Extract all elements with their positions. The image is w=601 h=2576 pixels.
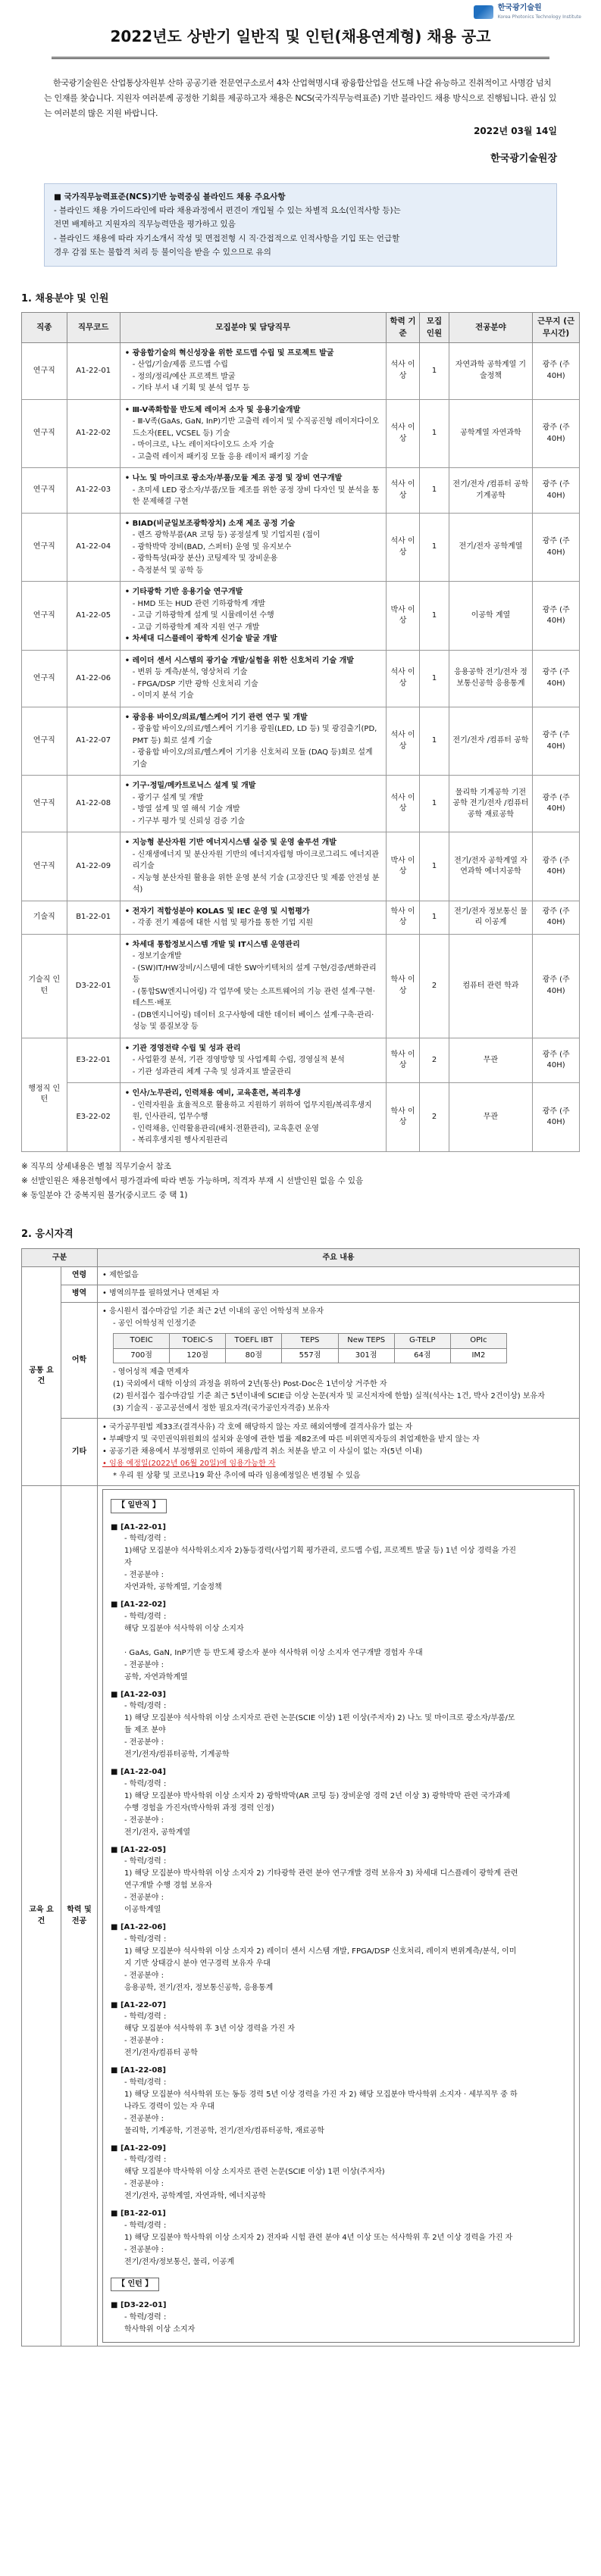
task-line: - 기관 성과관리 체계 구축 및 성과지표 발굴관리 [132, 1067, 292, 1076]
education-cell: 학사 이상 [386, 1038, 420, 1083]
education-cell: 석사 이상 [386, 707, 420, 776]
task-line: - (통합SW엔지니어링) 각 업무에 맞는 소프트웨어의 기능 관련 설계·구현·테스트·배포 [132, 987, 375, 1008]
requirement-value: 자연과학, 공학계열, 기술정책 [124, 1583, 222, 1592]
major-cell: 무관 [449, 1083, 533, 1152]
requirement-value: 해당 모집분야 석사학위 이상 소지자 [124, 1624, 244, 1633]
education-cell: 석사 이상 [386, 650, 420, 707]
major-cell: 전기/전자 공학계열 자연과학 에너지공학 [449, 832, 533, 901]
task-line: - 복리후생지원 행사지원관리 [132, 1136, 228, 1145]
task-line: - 광기구 설계 및 개발 [132, 793, 204, 802]
task-line: - 광학특성(파장 분산) 코팅제작 및 장비운용 [132, 554, 278, 564]
education-cell: 석사 이상 [386, 776, 420, 832]
location-cell: 광주 (주40H) [533, 582, 580, 651]
task-line: - 광융합 바이오/의료/헬스케어 기기용 신호처리 모듈 (DAQ 등)회로 설계 기술 [132, 748, 373, 769]
etc-requirement [98, 1419, 580, 1486]
note-line: ※ 동일분야 간 중복지원 불가(중시코드 중 택 1) [21, 1190, 188, 1200]
task-line: - 이미지 분석 기술 [132, 692, 194, 701]
requirement-label: - 전공분야 : [124, 1816, 164, 1825]
requirement-value: 1) 해당 모집분야 석사학위 이상 소지자 2) 레이더 센서 시스템 개발, FPGA/DSP 신호처리, 레이저 변위계측/분석, 이미지 기반 상태감시 분야 연구경력 보유자 우대 [124, 1947, 517, 1968]
task-line: - 산업/기술/제품 로드맵 수립 [132, 361, 228, 370]
language-exemption-line: (1) 국외에서 대학 이상의 과정을 위하여 2년(통산) Post-Doc은 1년이상 거주한 자 [113, 1380, 387, 1389]
logo-mark-icon [474, 5, 493, 19]
language-requirement [98, 1303, 580, 1419]
job-type-cell: 연구직 [22, 582, 67, 651]
requirement-value: 전기/전자, 공학계열, 자연과학, 에너지공학 [124, 2192, 266, 2201]
recruitment-notes [21, 1160, 580, 1203]
job-code-heading: ■ [B1-22-01] [111, 2209, 166, 2218]
task-line: - 정보기술개발 [132, 952, 182, 961]
logo-english: Korea Photonics Technology Institute [497, 14, 581, 20]
job-code-heading: ■ [A1-22-03] [111, 1690, 166, 1699]
note-line: ※ 직무의 상세내용은 별첨 직무기술서 참조 [21, 1161, 171, 1171]
language-test-score: 700점 [114, 1348, 170, 1363]
table-row [22, 901, 580, 934]
requirement-label: - 전공분야 : [124, 1738, 164, 1747]
language-test-score: 557점 [282, 1348, 338, 1363]
education-requirement-box [102, 1489, 574, 2343]
intern-group-label: 【 인턴 】 [111, 2278, 159, 2292]
headcount-cell: 1 [420, 582, 449, 651]
requirement-label: - 학력/경력 : [124, 2312, 167, 2322]
major-cell: 자연과학 공학계열 기술정책 [449, 342, 533, 399]
task-line: • 인사/노무관리, 인력채용 예비, 교육훈련, 복리후생 [124, 1089, 301, 1098]
military-requirement: • 병역의무를 필하였거나 면제된 자 [98, 1285, 580, 1303]
job-tasks-cell [120, 901, 386, 934]
location-cell: 광주 (주40H) [533, 707, 580, 776]
location-cell: 광주 (주40H) [533, 776, 580, 832]
requirement-label: - 학력/경력 : [124, 1612, 167, 1621]
job-tasks-cell [120, 399, 386, 468]
military-label: 병역 [61, 1285, 98, 1303]
task-line: • 기구·정밀/메카트로닉스 설계 및 개발 [124, 782, 256, 791]
job-code-cell: E3-22-01 [67, 1038, 120, 1083]
language-test-name: OPIc [450, 1334, 506, 1349]
job-code-cell: A1-22-07 [67, 707, 120, 776]
language-intro: • 응시원서 접수마감일 기준 최근 2년 이내의 공인 어학성적 보유자 [102, 1307, 324, 1316]
headcount-cell: 2 [420, 1038, 449, 1083]
headcount-cell: 1 [420, 776, 449, 832]
language-test-score: 120점 [170, 1348, 226, 1363]
section1-title: 1. 채용분야 및 인원 [21, 292, 109, 304]
job-code-heading: ■ [A1-22-05] [111, 1845, 166, 1854]
task-line: - 각종 전기 제품에 대한 시험 및 평가를 통한 기업 지원 [132, 919, 313, 928]
notice-line: 경우 감점 또는 불합격 처리 등 불이익을 받을 수 있으므로 유의 [54, 248, 271, 258]
etc-label: 기타 [61, 1419, 98, 1486]
task-line: • 기타광학 기반 응용기술 연구개발 [124, 588, 243, 597]
education-cell: 학사 이상 [386, 934, 420, 1038]
logo-korean: 한국광기술원 [497, 4, 542, 13]
major-cell: 공학계열 자연과학 [449, 399, 533, 468]
task-line: - 광학박막 장비(BAD, 스퍼터) 운영 및 유지보수 [132, 542, 292, 551]
job-tasks-cell [120, 468, 386, 514]
headcount-cell: 1 [420, 707, 449, 776]
job-tasks-cell [120, 934, 386, 1038]
requirement-label: - 전공분야 : [124, 1571, 164, 1580]
requirement-value: 1)해당 모집분야 석사학위소지자 2)동등경력(사업기획 평가관리, 로드맵 수립, 프로젝트 발굴 등) 1년 이상 경력을 가진 자 [124, 1547, 517, 1568]
major-cell: 물리학 기계공학 기전공학 전기/전자 /컴퓨터공학 재료공학 [449, 776, 533, 832]
task-line: • 기관 경영전략 수립 및 성과 관리 [124, 1044, 241, 1053]
requirement-row [111, 2220, 566, 2244]
job-tasks-cell [120, 650, 386, 707]
etc-line: • 공공기관 채용에서 부정행위로 인하여 채용/합격 취소 처분을 받고 이 사실이 없는 자(5년 이내) [102, 1447, 423, 1457]
task-line: - (SW)IT/HW장비/시스템에 대한 SW아키텍처의 설계 구현/검증/변화관리 등 [132, 963, 377, 985]
notice-line: 전면 배제하고 지원자의 직무능력만을 평가하고 있음 [54, 220, 236, 229]
table-header-cell: 모집분야 및 담당직무 [120, 313, 386, 342]
job-type-cell: 연구직 [22, 776, 67, 832]
task-line: • 전자기 적합성분야 KOLAS 및 IEC 운영 및 시험평가 [124, 907, 310, 916]
intro-paragraph: 한국광기술원은 산업통상자원부 산하 공공기관 전문연구소로서 4차 산업혁명시대 광융합산업을 선도해 나갈 유능하고 진취적이고 사명감 넘치는 인재를 찾습니다. 지원자 여러분께 공정한 기회를 제공하고자 채용은 NCS(국가직무능력표준) 기반 블라인드 채용 방식으로 진행됩니다. 관심 있는 여러분의 많은 지원 바랍니다. [44, 78, 557, 118]
major-cell: 전기/전자 공학계열 [449, 513, 533, 582]
job-code-cell: A1-22-05 [67, 582, 120, 651]
requirement-row [111, 1635, 566, 1660]
appointment-date-note: * 우리 원 상황 및 코로나19 확산 추이에 따라 임용예정일은 변경될 수 있음 [113, 1472, 361, 1481]
requirement-value: 응용공학, 전기/전자, 정보통신공학, 응용통계 [124, 1983, 274, 1992]
task-line: - 마이크로, 나노 레이저다이오드 소자 기술 [132, 441, 274, 450]
language-exemption-line: - 영어성적 제출 면제자 [113, 1368, 189, 1377]
job-code-heading: ■ [D3-22-01] [111, 2301, 167, 2310]
language-exemption-line: (3) 기술직 · 공고공선에서 정한 필요자격(국가공인자격증) 보유자 [113, 1404, 330, 1413]
requirement-value: 학사학위 이상 소지자 [124, 2325, 196, 2334]
education-cell: 석사 이상 [386, 399, 420, 468]
task-line: - 신재생에너지 및 분산자원 기반의 에너지자립형 마이크로그리드 에너지관리기술 [132, 850, 380, 871]
requirement-label: - 학력/경력 : [124, 2221, 167, 2230]
job-type-cell: 연구직 [22, 513, 67, 582]
table-row [22, 399, 580, 468]
task-line: • 레이더 센서 시스템의 광기술 개발/실험을 위한 신호처리 기술 개발 [124, 656, 354, 665]
task-line: - 측정분석 및 공학 등 [132, 566, 204, 575]
task-line: - 고출력 레이저 패키징 모듈 응용 레이저 패키징 기술 [132, 452, 308, 461]
requirement-row [111, 2113, 566, 2137]
job-code-heading: ■ [A1-22-07] [111, 2000, 166, 2009]
job-type-cell: 연구직 [22, 342, 67, 399]
job-type-cell: 행정직 인턴 [22, 1038, 67, 1151]
organization-signature: 한국광기술원장 [490, 152, 557, 164]
task-line: - 인력채용, 인력활용관리(배치·전환관리), 교육훈련 운영 [132, 1124, 319, 1133]
language-test-name: G-TELP [394, 1334, 450, 1349]
notice-line: - 블라인드 채용에 따라 자기소개서 작성 및 면접전형 시 직·간접적으로 인적사항을 기입 또는 언급할 [54, 233, 400, 243]
requirement-value: 이공학계열 [124, 1906, 161, 1915]
requirement-label: - 전공분야 : [124, 1660, 164, 1669]
job-code-cell: A1-22-01 [67, 342, 120, 399]
location-cell: 광주 (주40H) [533, 650, 580, 707]
location-cell: 광주 (주40H) [533, 901, 580, 934]
major-cell: 컴퓨터 관련 학과 [449, 934, 533, 1038]
qual-header-category: 구분 [22, 1249, 98, 1267]
headcount-cell: 2 [420, 934, 449, 1038]
requirement-row [111, 2011, 566, 2035]
task-line: - 광융합 바이오/의료/헬스케어 기기용 광원(LED, LD 등) 및 광검출기(PD, PMT 등) 회로 설계 기술 [132, 725, 377, 745]
language-label: 어학 [61, 1303, 98, 1419]
education-cell: 석사 이상 [386, 513, 420, 582]
language-exemption-line: (2) 원서접수 접수마감일 기준 최근 5년이내에 SCIE급 이상 논문(저자 및 교신저자에 한함) 실적(석사는 1건, 박사 2건이상) 보유자 [113, 1392, 545, 1401]
task-line: • 차세대 통합정보시스템 개발 및 IT시스템 운영관리 [124, 940, 300, 949]
table-row [22, 650, 580, 707]
language-test-name: TEPS [282, 1334, 338, 1349]
table-header-cell: 전공분야 [449, 313, 533, 342]
table-row [22, 1038, 580, 1083]
language-subtitle: - 공인 어학성적 인정기준 [113, 1319, 196, 1329]
etc-line: • 부패방지 및 국민권익위원회의 설치와 운영에 관한 법률 제82조에 따른 비위면직자등의 취업제한을 받지 않는 자 [102, 1435, 480, 1444]
task-line: • BIAD(비균일보조광학장치) 소재 제조 공정 기술 [124, 519, 296, 528]
appointment-date-requirement: • 임용 예정일(2022년 06월 20일)에 임용가능한 자 [102, 1460, 276, 1469]
task-line: • 나노 및 마이크로 광소자/부품/모듈 제조 공정 및 장비 연구개발 [124, 474, 343, 483]
job-code-cell: A1-22-04 [67, 513, 120, 582]
table-header-cell: 근무지 (근무시간) [533, 313, 580, 342]
requirement-row [111, 1533, 566, 1569]
requirement-value: 공학, 자연과학계열 [124, 1672, 188, 1681]
headcount-cell: 1 [420, 468, 449, 514]
job-code-cell: D3-22-01 [67, 934, 120, 1038]
requirement-row [111, 1934, 566, 1970]
language-test-score: 80점 [226, 1348, 282, 1363]
requirement-label: - 학력/경력 : [124, 1934, 167, 1944]
requirement-row [111, 1660, 566, 1684]
table-header-cell: 직종 [22, 313, 67, 342]
education-cell: 박사 이상 [386, 832, 420, 901]
requirement-label: - 전공분야 : [124, 1971, 164, 1980]
table-row [22, 776, 580, 832]
job-type-cell: 기술직 인턴 [22, 934, 67, 1038]
job-tasks-cell [120, 776, 386, 832]
requirement-label: - 전공분야 : [124, 1894, 164, 1903]
requirement-value: 1) 해당 모집분야 박사학위 이상 소지자 2) 광학박막(AR 코팅 등) 장비운영 경력 2년 이상 3) 광학박막 관련 국가과제 수행 경험을 가진자(박사학위 과정 경력 인정) [124, 1791, 510, 1813]
requirement-row [111, 2244, 566, 2268]
requirement-value: · GaAs, GaN, InP기반 등 반도체 광소자 분야 석사학위 이상 소지자 연구개발 경험자 우대 [124, 1648, 423, 1657]
requirement-value: 1) 해당 모집분야 박사학위 이상 소지자 2) 기타광학 관련 분야 연구개발 경력 보유자 3) 차세대 디스플레이 광학계 관련 연구개발 수행 경험 보유자 [124, 1869, 518, 1891]
requirement-label: - 전공분야 : [124, 2245, 164, 2254]
requirement-row [111, 1569, 566, 1594]
requirement-label: - 학력/경력 : [124, 2156, 167, 2165]
location-cell: 광주 (주40H) [533, 1083, 580, 1152]
requirement-row [111, 1778, 566, 1815]
requirement-row [111, 1815, 566, 1839]
major-cell: 무관 [449, 1038, 533, 1083]
task-line: • 지능형 분산자원 기반 에너지시스템 실증 및 운영 솔루션 개발 [124, 838, 336, 848]
requirement-row [111, 2312, 566, 2336]
job-code-heading: ■ [A1-22-08] [111, 2066, 166, 2075]
job-tasks-cell [120, 342, 386, 399]
language-test-name: New TEPS [338, 1334, 394, 1349]
requirement-row [111, 1856, 566, 1892]
task-line: - FPGA/DSP 기반 광학 신호처리 기술 [132, 679, 258, 688]
job-code-heading: ■ [A1-22-01] [111, 1522, 166, 1532]
job-code-heading: ■ [A1-22-04] [111, 1768, 166, 1777]
location-cell: 광주 (주40H) [533, 468, 580, 514]
education-cell: 학사 이상 [386, 1083, 420, 1152]
requirement-value: 1) 해당 모집분야 석사학위 또는 동등 경력 5년 이상 경력을 가진 자 2) 해당 모집분야 박사학위 소지자 · 세부직무 중 하나라도 경력이 있는 자 우대 [124, 2090, 518, 2111]
announcement-date: 2022년 03월 14일 [474, 126, 557, 137]
table-header-cell: 모집 인원 [420, 313, 449, 342]
education-cell: 석사 이상 [386, 342, 420, 399]
task-line: - 지능형 분산자원 활용을 위한 운영 분석 기술 (고장진단 및 제품 안전성 분석) [132, 873, 380, 895]
headcount-cell: 1 [420, 513, 449, 582]
headcount-cell: 2 [420, 1083, 449, 1152]
qual-header-content: 주요 내용 [98, 1249, 580, 1267]
requirement-row [111, 1700, 566, 1737]
requirement-row [111, 1611, 566, 1635]
job-code-cell: B1-22-01 [67, 901, 120, 934]
task-line: - HMD 또는 HUD 관련 기하광학계 개발 [132, 599, 266, 608]
table-row [22, 342, 580, 399]
requirement-value: 물리학, 기계공학, 기전공학, 전기/전자/컴퓨터공학, 재료공학 [124, 2126, 325, 2135]
table-row [22, 707, 580, 776]
task-line: - 기타 부서 내 기획 및 분석 업무 등 [132, 384, 250, 393]
task-line: - 변위 등 계측/분석, 영상처리 기술 [132, 668, 248, 677]
location-cell: 광주 (주40H) [533, 934, 580, 1038]
table-row [22, 934, 580, 1038]
location-cell: 광주 (주40H) [533, 832, 580, 901]
qualification-table [21, 1248, 580, 2347]
table-row [22, 513, 580, 582]
age-requirement: • 제한없음 [98, 1267, 580, 1285]
task-line: - 고급 기하광학계 제작 지원 연구 개발 [132, 623, 260, 632]
job-code-heading: ■ [A1-22-02] [111, 1600, 166, 1610]
headcount-cell: 1 [420, 832, 449, 901]
institute-logo [422, 3, 581, 21]
requirement-label: - 학력/경력 : [124, 1857, 167, 1866]
requirement-value: 전기/전자/컴퓨터공학, 기계공학 [124, 1750, 230, 1759]
major-cell: 응용공학 전기/전자 정보통신공학 응용통계 [449, 650, 533, 707]
blind-hiring-notice [44, 183, 557, 267]
education-requirements-label: 교육 요건 [22, 1486, 61, 2347]
task-line: • 광응용 바이오/의료/헬스케어 기기 관련 연구 및 개발 [124, 713, 308, 722]
requirement-label: - 전공분야 : [124, 2114, 164, 2123]
task-line: - 초미세 LED 광소자/부품/모듈 제조를 위한 공정 장비 다자인 및 분석을 통한 문제해결 구현 [132, 486, 380, 507]
language-test-score: IM2 [450, 1348, 506, 1363]
notice-line: - 블라인드 채용 가이드라인에 따라 채용과정에서 편견이 개입될 수 있는 차별적 요소(인적사항 등)는 [54, 206, 401, 215]
location-cell: 광주 (주40H) [533, 399, 580, 468]
task-line: - Ⅲ-V족(GaAs, GaN, InP)기반 고출력 레이저 및 수직공진형 레이저다이오드소자(EEL, VCSEL 등) 기술 [132, 417, 380, 438]
job-code-cell: A1-22-09 [67, 832, 120, 901]
requirement-row [111, 1892, 566, 1916]
task-line: • 광융합기술의 혁신성장을 위한 로드맵 수립 및 프로젝트 발굴 [124, 348, 334, 358]
requirement-value: 전기/전자/정보통신, 물리, 이공계 [124, 2257, 235, 2266]
requirement-value: 전기/전자, 공학계열 [124, 1828, 191, 1837]
academic-major-label: 학력 및 전공 [61, 1486, 98, 2347]
requirement-value: 1) 해당 모집분야 학사학위 이상 소지자 2) 전자파 시험 관련 분야 4년 이상 또는 석사학위 후 2년 이상 경력을 가진 자 [124, 2233, 513, 2242]
task-line: • 차세대 디스플레이 광학계 신기술 발굴 개발 [124, 635, 277, 644]
language-score-table [113, 1333, 507, 1363]
job-code-cell: A1-22-08 [67, 776, 120, 832]
headcount-cell: 1 [420, 342, 449, 399]
headcount-cell: 1 [420, 399, 449, 468]
language-test-name: TOEIC [114, 1334, 170, 1349]
education-cell: 학사 이상 [386, 901, 420, 934]
requirement-label: - 학력/경력 : [124, 2012, 167, 2022]
job-tasks-cell [120, 582, 386, 651]
headcount-cell: 1 [420, 650, 449, 707]
language-test-name: TOEIC-S [170, 1334, 226, 1349]
job-tasks-cell [120, 1083, 386, 1152]
age-label: 연령 [61, 1267, 98, 1285]
etc-line: • 국가공무원법 제33조(결격사유) 각 호에 해당하지 않는 자로 해외여행에 결격사유가 없는 자 [102, 1423, 413, 1432]
task-line: - 인력자원을 효율적으로 활용하고 지원하기 위하여 업무지원/복리후생지원, 인사관리, 업무수행 [132, 1101, 372, 1122]
location-cell: 광주 (주40H) [533, 1038, 580, 1083]
requirement-label: - 학력/경력 : [124, 1779, 167, 1788]
requirement-label: - 전공분야 : [124, 2037, 164, 2046]
requirement-row [111, 1737, 566, 1761]
page-title: 2022년도 상반기 일반직 및 인턴(채용연계형) 채용 공고 [52, 0, 549, 59]
job-code-cell: E3-22-02 [67, 1083, 120, 1152]
requirement-label: - 학력/경력 : [124, 2078, 167, 2087]
requirement-value: 전기/전자/컴퓨터 공학 [124, 2049, 198, 2058]
common-requirements-label: 공통 요건 [22, 1267, 61, 1486]
job-code-cell: A1-22-03 [67, 468, 120, 514]
location-cell: 광주 (주40H) [533, 342, 580, 399]
task-line: - 기구부 평가 및 신뢰성 검증 기술 [132, 817, 245, 826]
notice-heading: ■ 국가직무능력표준(NCS)기반 능력중심 블라인드 채용 주요사항 [54, 192, 286, 201]
requirement-value: 해당 모집분야 박사학위 이상 소지자로 관련 논문(SCIE 이상) 1편 이상(주저자) [124, 2168, 385, 2177]
general-group-label: 【 일반직 】 [111, 1499, 167, 1513]
requirement-value: 해당 모집분야 석사학위 후 3년 이상 경력을 가진 자 [124, 2025, 296, 2034]
job-type-cell: 연구직 [22, 832, 67, 901]
job-tasks-cell [120, 832, 386, 901]
task-line: - (DB엔지니어링) 데이터 요구사항에 대한 데이터 베이스 설계·구축·관리·성능 및 품질보장 등 [132, 1010, 374, 1032]
headcount-cell: 1 [420, 901, 449, 934]
job-code-cell: A1-22-02 [67, 399, 120, 468]
table-header-cell: 학력 기준 [386, 313, 420, 342]
requirement-row [111, 2035, 566, 2059]
job-code-cell: A1-22-06 [67, 650, 120, 707]
job-tasks-cell [120, 707, 386, 776]
task-line: - 렌즈 광학부품(AR 코팅 등) 공정설계 및 기업지원 (접이 [132, 531, 321, 540]
table-row [22, 582, 580, 651]
table-row [22, 1083, 580, 1152]
requirement-label: - 학력/경력 : [124, 1702, 167, 1711]
major-cell: 이공학 계열 [449, 582, 533, 651]
requirement-value: 1) 해당 모집분야 석사학위 이상 소지자로 관련 논문(SCIE 이상) 1편 이상(주저자) 2) 나노 및 마이크로 광소자/부품/모듈 제조 분야 [124, 1714, 515, 1735]
task-line: - 방열 설계 및 열 해석 기술 개발 [132, 805, 240, 814]
education-cell: 박사 이상 [386, 582, 420, 651]
requirement-row [111, 2178, 566, 2203]
requirement-row [111, 2154, 566, 2178]
task-line: • Ⅲ-V족화합물 반도체 레이저 소자 및 응용기술개발 [124, 405, 301, 414]
table-row [22, 468, 580, 514]
job-type-cell: 기술직 [22, 901, 67, 934]
requirement-row [111, 1970, 566, 1994]
section2-title: 2. 응시자격 [21, 1229, 74, 1241]
recruitment-table [21, 312, 580, 1151]
note-line: ※ 선발인원은 채용전형에서 평가결과에 따라 변동 가능하며, 적격자 부재 시 선발인원 없음 수 있음 [21, 1176, 364, 1185]
task-line: - 고급 기하광학계 설계 및 시뮬레이션 수행 [132, 611, 274, 620]
task-line: - 사업환경 분석, 기관 경영방향 및 사업계획 수립, 경영실적 분석 [132, 1056, 345, 1065]
table-row [22, 832, 580, 901]
language-test-name: TOEFL IBT [226, 1334, 282, 1349]
requirement-label: - 전공분야 : [124, 2180, 164, 2189]
job-code-heading: ■ [A1-22-06] [111, 1923, 166, 1932]
task-line: - 정의/정리/예산 프로젝트 발굴 [132, 372, 236, 381]
job-type-cell: 연구직 [22, 707, 67, 776]
job-tasks-cell [120, 513, 386, 582]
major-cell: 전기/전자 정보통신 물리 이공계 [449, 901, 533, 934]
major-cell: 전기/전자 /컴퓨터 공학 기계공학 [449, 468, 533, 514]
job-type-cell: 연구직 [22, 468, 67, 514]
job-code-heading: ■ [A1-22-09] [111, 2144, 166, 2153]
job-type-cell: 연구직 [22, 399, 67, 468]
education-cell: 석사 이상 [386, 468, 420, 514]
job-tasks-cell [120, 1038, 386, 1083]
requirement-label: - 학력/경력 : [124, 1535, 167, 1544]
requirement-row [111, 2077, 566, 2113]
language-test-score: 301점 [338, 1348, 394, 1363]
major-cell: 전기/전자 /컴퓨터 공학 [449, 707, 533, 776]
education-requirement-content [98, 1486, 580, 2347]
location-cell: 광주 (주40H) [533, 513, 580, 582]
table-header-cell: 직무코드 [67, 313, 120, 342]
language-test-score: 64점 [394, 1348, 450, 1363]
job-type-cell: 연구직 [22, 650, 67, 707]
